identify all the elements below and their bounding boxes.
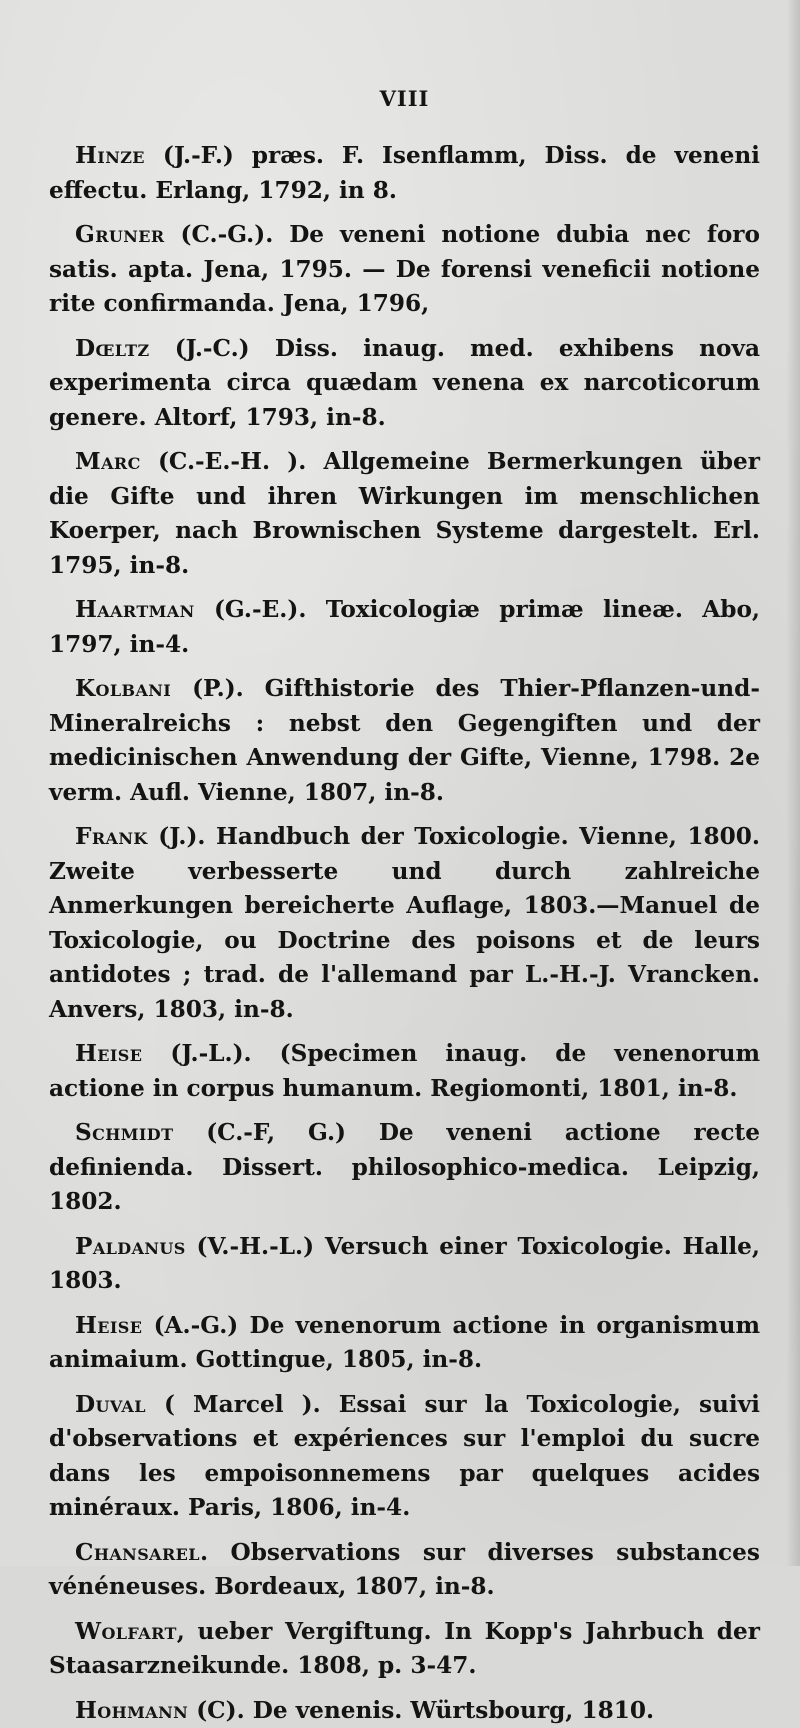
- entry-author: Haartman: [75, 596, 195, 623]
- entry-citation: (C.-E.-H. ). Allgemeine Bermerkungen über die Gifte und ihren Wirkungen im menschlichen Koerper, nach Brownischen Systeme dargestelt. Erl. 1795, in-8.: [49, 448, 760, 579]
- entry-citation: , ueber Vergiftung. In Kopp's Jahrbuch der Staasarzneikunde. 1808, p. 3-47.: [49, 1618, 760, 1680]
- entry-citation: (A.-G.) De venenorum actione in organismum animaium. Gottingue, 1805, in-8.: [49, 1312, 760, 1374]
- entry-citation: (J.-L.). (Specimen inaug. de venenorum actione in corpus humanum. Regiomonti, 1801, in-8.: [49, 1040, 760, 1102]
- bibliography-entry: [49, 1037, 760, 1106]
- page-number: VIII: [49, 86, 760, 111]
- entry-citation: (J.-F.) præs. F. Isenflamm, Diss. de veneni effectu. Erlang, 1792, in 8.: [49, 142, 760, 204]
- bibliography-entry: [49, 820, 760, 1027]
- entry-citation: (C.-G.). De veneni notione dubia nec foro satis. apta. Jena, 1795. — De forensi veneficii notione rite confirmanda. Jena, 1796,: [49, 221, 760, 317]
- entry-citation: . Observations sur diverses substances vénéneuses. Bordeaux, 1807, in-8.: [49, 1539, 760, 1601]
- entry-author: Schmidt: [75, 1119, 173, 1146]
- entry-author: Wolfart: [75, 1618, 177, 1645]
- entry-author: Paldanus: [75, 1233, 186, 1260]
- bibliography-entry: [49, 593, 760, 662]
- entry-author: Kolbani: [75, 675, 171, 702]
- bibliography-entry: [49, 139, 760, 208]
- bibliography-entry: [49, 1694, 760, 1728]
- bibliography-entry: [49, 332, 760, 436]
- entry-author: Chansarel: [75, 1539, 200, 1566]
- entry-citation: (J.). Handbuch der Toxicologie. Vienne, 1800. Zweite verbesserte und durch zahlreiche Anmerkungen bereicherte Auflage, 1803.—Manuel de Toxicologie, ou Doctrine des poisons et de leurs antidotes ; trad. de l'allemand par L.-H.-J. Vrancken. Anvers, 1803, in-8.: [49, 823, 760, 1023]
- bibliography-entry: [49, 672, 760, 810]
- entry-citation: (C.-F, G.) De veneni actione recte definienda. Dissert. philosophico-medica. Leipzig, 1802.: [49, 1119, 760, 1215]
- entry-author: Marc: [75, 448, 141, 475]
- bibliography-entry: [49, 1116, 760, 1220]
- bibliography-entry: [49, 218, 760, 322]
- entry-citation: (P.). Gifthistorie des Thier-Pflanzen-und-Mineralreichs : nebst den Gegengiften und der medicinischen Anwendung der Gifte, Vienne, 1798. 2e verm. Aufl. Vienne, 1807, in-8.: [49, 675, 760, 806]
- bibliography-entry: [49, 1230, 760, 1299]
- bibliography-entry: [49, 1388, 760, 1526]
- entry-author: Frank: [75, 823, 148, 850]
- bibliography-entry: [49, 1309, 760, 1378]
- entry-author: Gruner: [75, 221, 165, 248]
- bibliography-entry: [49, 1536, 760, 1605]
- entry-author: Heise: [75, 1312, 142, 1339]
- entry-citation: (V.-H.-L.) Versuch einer Toxicologie. Halle, 1803.: [49, 1233, 760, 1295]
- bibliography-entry: [49, 1615, 760, 1684]
- entry-author: Duval: [75, 1391, 146, 1418]
- bibliography-entry: [49, 445, 760, 583]
- bibliography-list: [49, 139, 760, 1728]
- entry-author: Hinze: [75, 142, 145, 169]
- entry-author: Hohmann: [75, 1697, 188, 1724]
- entry-citation: (J.-C.) Diss. inaug. med. exhibens nova experimenta circa quædam venena ex narcoticorum genere. Altorf, 1793, in-8.: [49, 335, 760, 431]
- entry-citation: (C). De venenis. Würtsbourg, 1810.: [188, 1697, 654, 1724]
- page-edge-shadow: [786, 0, 800, 1566]
- entry-citation: (G.-E.). Toxicologiæ primæ lineæ. Abo, 1797, in-4.: [49, 596, 760, 658]
- entry-author: Heise: [75, 1040, 142, 1067]
- entry-citation: ( Marcel ). Essai sur la Toxicologie, suivi d'observations et expériences sur l'emploi du sucre dans les empoisonnemens par quelques acides minéraux. Paris, 1806, in-4.: [49, 1391, 760, 1522]
- entry-author: Dœltz: [75, 335, 150, 362]
